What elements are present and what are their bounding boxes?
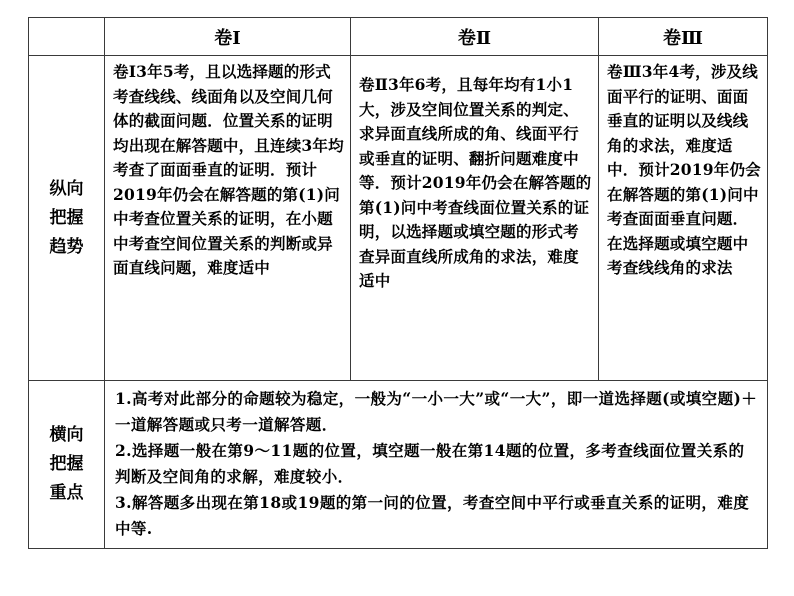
trend-paper-3-text: 卷Ⅲ3年4考，涉及线面平行的证明、面面垂直的证明以及线线角的求法，难度适中．预计2019年仍会在解答题的第(1)问中考查面面垂直问题．在选择题或填空题中考查线线角的求法	[599, 56, 768, 381]
trend-label-line-1: 纵向	[49, 178, 84, 199]
trend-paper-1-text: 卷Ⅰ3年5考，且以选择题的形式考查线线、线面角以及空间几何体的截面问题．位置关系的证明均出现在解答题中，且连续3年均考查了面面垂直的证明．预计2019年仍会在解答题的第(1)问中考查位置关系的证明，在小题中考查空间位置关系的判断或异面直线问题，难度适中	[105, 56, 351, 381]
trend-paper-2-text: 卷Ⅱ3年6考，且每年均有1小1大，涉及空间位置关系的判定、求异面直线所成的角、线面平行或垂直的证明、翻折问题难度中等．预计2019年仍会在解答题的第(1)问中考查线面位置关系的证明，以选择题或填空题的形式考查异面直线所成角的求法，难度适中	[351, 56, 599, 381]
trend-row	[29, 56, 768, 381]
header-paper-1: 卷Ⅰ	[105, 18, 351, 56]
focus-point-2: 2.选择题一般在第9～11题的位置，填空题一般在第14题的位置，多考查线面位置关系的判断及空间角的求解，难度较小．	[115, 441, 745, 486]
focus-point-1: 1.高考对此部分的命题较为稳定，一般为“一小一大”或“一大”，即一道选择题(或填空题)＋一道解答题或只考一道解答题．	[115, 389, 758, 434]
header-paper-2: 卷Ⅱ	[351, 18, 599, 56]
exam-analysis-table	[28, 17, 768, 549]
focus-label-line-3: 重点	[49, 483, 84, 503]
focus-row	[29, 381, 768, 549]
focus-row-label	[29, 381, 105, 549]
focus-point-3: 3.解答题多出现在第18或19题的第一问的位置，考查空间中平行或垂直关系的证明，难度中等.	[115, 493, 750, 538]
trend-row-label	[29, 56, 105, 381]
focus-label-line-1: 横向	[49, 425, 84, 445]
header-paper-3: 卷Ⅲ	[599, 18, 768, 56]
focus-points	[105, 381, 768, 549]
trend-label-line-2: 把握	[49, 207, 84, 228]
trend-label-line-3: 趋势	[49, 236, 84, 257]
focus-label-line-2: 把握	[49, 454, 84, 474]
header-row	[29, 18, 768, 56]
header-empty-cell	[29, 18, 105, 56]
